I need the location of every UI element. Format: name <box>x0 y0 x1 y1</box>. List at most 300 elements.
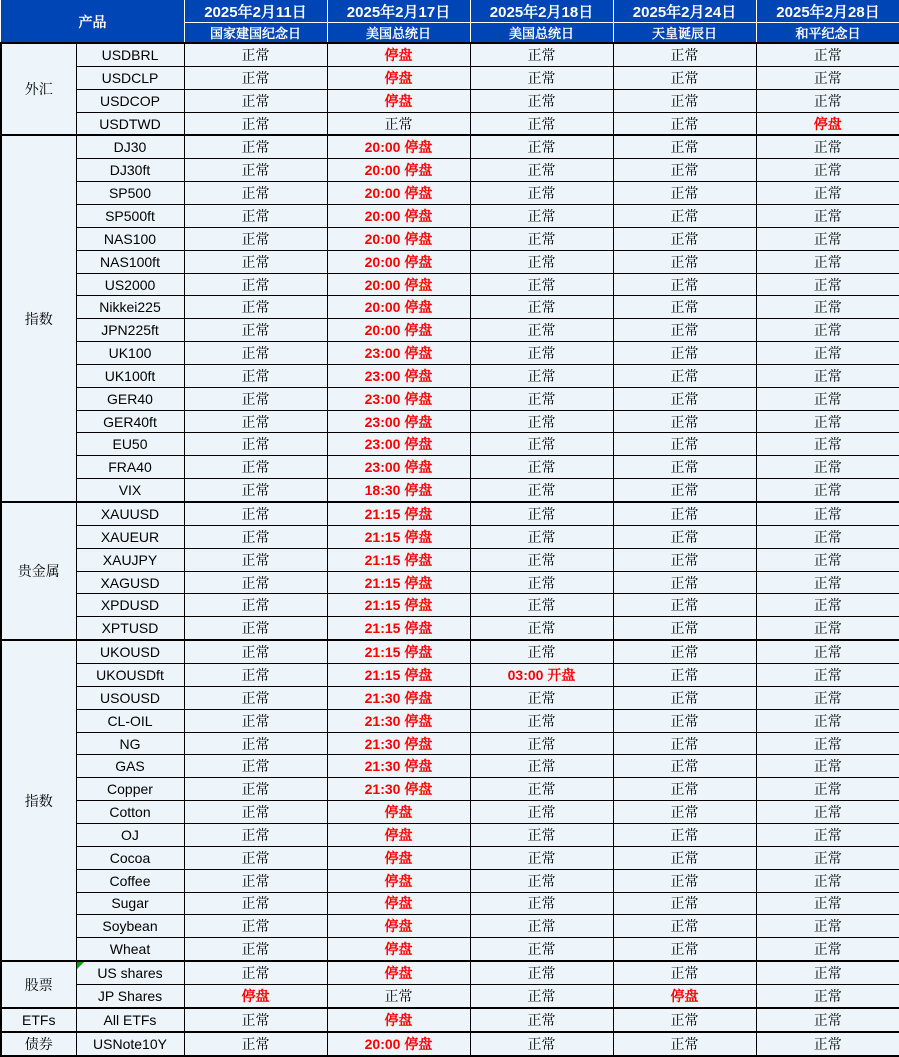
status-cell-normal: 正常 <box>184 548 327 571</box>
product-cell-xauusd: XAUUSD <box>76 502 184 525</box>
table-row <box>1 387 899 410</box>
status-cell-normal: 正常 <box>470 159 613 182</box>
status-cell-normal: 正常 <box>756 709 899 732</box>
status-cell-normal: 正常 <box>756 915 899 938</box>
status-cell-normal: 正常 <box>756 985 899 1008</box>
status-cell-suspended: 停盘 <box>327 801 470 824</box>
table-row <box>1 571 899 594</box>
status-cell-normal: 正常 <box>613 525 756 548</box>
status-cell-normal: 正常 <box>613 410 756 433</box>
status-cell-normal: 正常 <box>184 732 327 755</box>
status-cell-normal: 正常 <box>470 525 613 548</box>
group-cell-bonds: 债券 <box>1 1032 76 1056</box>
status-cell-normal: 正常 <box>184 43 327 66</box>
status-cell-normal: 正常 <box>613 89 756 112</box>
product-cell-sp500ft: SP500ft <box>76 205 184 228</box>
status-cell-suspended: 停盘 <box>327 915 470 938</box>
product-cell-usdclp: USDCLP <box>76 66 184 89</box>
table-row <box>1 640 899 663</box>
table-row <box>1 1032 899 1056</box>
status-cell-normal: 正常 <box>613 892 756 915</box>
product-cell-sugar: Sugar <box>76 892 184 915</box>
status-cell-normal: 正常 <box>613 159 756 182</box>
status-cell-normal: 正常 <box>470 640 613 663</box>
product-cell-nikkei225: Nikkei225 <box>76 296 184 319</box>
status-cell-normal: 正常 <box>756 319 899 342</box>
status-cell-normal: 正常 <box>470 801 613 824</box>
table-header <box>1 1 899 44</box>
status-cell-normal: 正常 <box>613 571 756 594</box>
product-cell-cl-oil: CL-OIL <box>76 709 184 732</box>
status-cell-normal: 正常 <box>470 410 613 433</box>
status-cell-normal: 正常 <box>184 135 327 158</box>
product-cell-coffee: Coffee <box>76 869 184 892</box>
product-cell-jp-shares: JP Shares <box>76 985 184 1008</box>
status-cell-normal: 正常 <box>756 227 899 250</box>
status-cell-normal: 正常 <box>613 182 756 205</box>
status-cell-suspended: 03:00 开盘 <box>470 664 613 687</box>
status-cell-normal: 正常 <box>613 387 756 410</box>
group-cell-indices-1: 指数 <box>1 135 76 502</box>
product-column-header: 产品 <box>1 1 184 44</box>
status-cell-normal: 正常 <box>756 846 899 869</box>
status-cell-normal: 正常 <box>184 892 327 915</box>
status-cell-normal: 正常 <box>184 594 327 617</box>
status-cell-normal: 正常 <box>470 846 613 869</box>
product-cell-ukousd: UKOUSD <box>76 640 184 663</box>
product-cell-uk100ft: UK100ft <box>76 364 184 387</box>
table-row <box>1 824 899 847</box>
status-cell-suspended: 停盘 <box>327 89 470 112</box>
status-cell-normal: 正常 <box>756 296 899 319</box>
table-row <box>1 135 899 158</box>
status-cell-normal: 正常 <box>613 824 756 847</box>
status-cell-normal: 正常 <box>470 342 613 365</box>
status-cell-suspended: 18:30 停盘 <box>327 479 470 502</box>
table-row <box>1 319 899 342</box>
status-cell-suspended: 20:00 停盘 <box>327 227 470 250</box>
table-row <box>1 869 899 892</box>
status-cell-normal: 正常 <box>613 319 756 342</box>
status-cell-normal: 正常 <box>613 250 756 273</box>
table-row <box>1 89 899 112</box>
table-row <box>1 66 899 89</box>
status-cell-normal: 正常 <box>470 915 613 938</box>
status-cell-suspended: 停盘 <box>327 43 470 66</box>
status-cell-normal: 正常 <box>613 43 756 66</box>
status-cell-normal: 正常 <box>756 502 899 525</box>
table-row <box>1 664 899 687</box>
status-cell-normal: 正常 <box>184 686 327 709</box>
table-row <box>1 159 899 182</box>
status-cell-normal: 正常 <box>184 410 327 433</box>
product-cell-ukousdft: UKOUSDft <box>76 664 184 687</box>
status-cell-normal: 正常 <box>756 479 899 502</box>
product-cell-usousd: USOUSD <box>76 686 184 709</box>
table-row <box>1 594 899 617</box>
status-cell-normal: 正常 <box>756 387 899 410</box>
status-cell-normal: 正常 <box>470 985 613 1008</box>
date-header-3: 2025年2月24日 <box>613 1 756 23</box>
table-row <box>1 938 899 961</box>
product-cell-nas100ft: NAS100ft <box>76 250 184 273</box>
status-cell-normal: 正常 <box>613 961 756 984</box>
status-cell-normal: 正常 <box>184 709 327 732</box>
status-cell-suspended: 停盘 <box>327 892 470 915</box>
product-cell-jpn225ft: JPN225ft <box>76 319 184 342</box>
status-cell-normal: 正常 <box>613 135 756 158</box>
table-row <box>1 755 899 778</box>
status-cell-normal: 正常 <box>470 66 613 89</box>
group-cell-indices-2: 指数 <box>1 640 76 961</box>
status-cell-normal: 正常 <box>470 961 613 984</box>
status-cell-normal: 正常 <box>756 892 899 915</box>
status-cell-normal: 正常 <box>470 319 613 342</box>
status-cell-suspended: 停盘 <box>756 112 899 135</box>
table-row <box>1 892 899 915</box>
product-cell-dj30ft: DJ30ft <box>76 159 184 182</box>
status-cell-normal: 正常 <box>756 961 899 984</box>
status-cell-normal: 正常 <box>470 479 613 502</box>
status-cell-normal: 正常 <box>756 43 899 66</box>
product-cell-cotton: Cotton <box>76 801 184 824</box>
status-cell-normal: 正常 <box>756 342 899 365</box>
status-cell-normal: 正常 <box>756 135 899 158</box>
status-cell-normal: 正常 <box>470 364 613 387</box>
product-cell-soybean: Soybean <box>76 915 184 938</box>
status-cell-normal: 正常 <box>613 617 756 640</box>
table-row <box>1 364 899 387</box>
table-row <box>1 227 899 250</box>
status-cell-suspended: 20:00 停盘 <box>327 250 470 273</box>
product-cell-dj30: DJ30 <box>76 135 184 158</box>
status-cell-normal: 正常 <box>327 112 470 135</box>
status-cell-normal: 正常 <box>184 938 327 961</box>
status-cell-normal: 正常 <box>184 571 327 594</box>
status-cell-normal: 正常 <box>613 594 756 617</box>
status-cell-normal: 正常 <box>613 205 756 228</box>
status-cell-normal: 正常 <box>756 364 899 387</box>
product-cell-oj: OJ <box>76 824 184 847</box>
table-row <box>1 479 899 502</box>
status-cell-normal: 正常 <box>184 869 327 892</box>
status-cell-suspended: 21:15 停盘 <box>327 571 470 594</box>
table-row <box>1 732 899 755</box>
status-cell-suspended: 21:30 停盘 <box>327 778 470 801</box>
status-cell-normal: 正常 <box>470 456 613 479</box>
status-cell-suspended: 停盘 <box>327 66 470 89</box>
table-row <box>1 1008 899 1032</box>
status-cell-normal: 正常 <box>470 1032 613 1056</box>
status-cell-suspended: 23:00 停盘 <box>327 342 470 365</box>
status-cell-normal: 正常 <box>184 159 327 182</box>
status-cell-normal: 正常 <box>756 732 899 755</box>
status-cell-suspended: 21:15 停盘 <box>327 664 470 687</box>
status-cell-normal: 正常 <box>470 548 613 571</box>
status-cell-normal: 正常 <box>613 502 756 525</box>
status-cell-normal: 正常 <box>184 273 327 296</box>
holiday-header-2: 美国总统日 <box>470 23 613 44</box>
table-row <box>1 709 899 732</box>
status-cell-normal: 正常 <box>184 778 327 801</box>
table-row <box>1 250 899 273</box>
product-cell-copper: Copper <box>76 778 184 801</box>
product-cell-us2000: US2000 <box>76 273 184 296</box>
group-cell-precious-metals: 贵金属 <box>1 502 76 640</box>
product-cell-fra40: FRA40 <box>76 456 184 479</box>
status-cell-normal: 正常 <box>470 938 613 961</box>
status-cell-normal: 正常 <box>184 617 327 640</box>
status-cell-suspended: 23:00 停盘 <box>327 456 470 479</box>
date-header-row <box>1 1 899 23</box>
status-cell-normal: 正常 <box>756 824 899 847</box>
holiday-header-0: 国家建国纪念日 <box>184 23 327 44</box>
status-cell-suspended: 停盘 <box>184 985 327 1008</box>
status-cell-suspended: 21:30 停盘 <box>327 709 470 732</box>
status-cell-suspended: 21:15 停盘 <box>327 525 470 548</box>
status-cell-normal: 正常 <box>184 801 327 824</box>
status-cell-normal: 正常 <box>184 1008 327 1032</box>
status-cell-normal: 正常 <box>470 869 613 892</box>
status-cell-normal: 正常 <box>613 709 756 732</box>
product-cell-wheat: Wheat <box>76 938 184 961</box>
status-cell-normal: 正常 <box>613 801 756 824</box>
table-row <box>1 182 899 205</box>
status-cell-suspended: 21:15 停盘 <box>327 502 470 525</box>
status-cell-normal: 正常 <box>756 571 899 594</box>
status-cell-normal: 正常 <box>470 135 613 158</box>
table-row <box>1 502 899 525</box>
product-cell-cocoa: Cocoa <box>76 846 184 869</box>
status-cell-normal: 正常 <box>470 617 613 640</box>
product-cell-ger40ft: GER40ft <box>76 410 184 433</box>
product-cell-uk100: UK100 <box>76 342 184 365</box>
status-cell-normal: 正常 <box>470 571 613 594</box>
status-cell-normal: 正常 <box>470 709 613 732</box>
status-cell-normal: 正常 <box>184 640 327 663</box>
status-cell-suspended: 21:30 停盘 <box>327 732 470 755</box>
status-cell-normal: 正常 <box>613 778 756 801</box>
status-cell-normal: 正常 <box>184 112 327 135</box>
status-cell-normal: 正常 <box>613 342 756 365</box>
product-cell-eu50: EU50 <box>76 433 184 456</box>
holiday-header-1: 美国总统日 <box>327 23 470 44</box>
table-row <box>1 617 899 640</box>
table-row <box>1 961 899 984</box>
status-cell-normal: 正常 <box>470 227 613 250</box>
status-cell-normal: 正常 <box>613 915 756 938</box>
status-cell-suspended: 21:15 停盘 <box>327 548 470 571</box>
status-cell-normal: 正常 <box>470 205 613 228</box>
status-cell-normal: 正常 <box>470 594 613 617</box>
group-cell-stocks: 股票 <box>1 961 76 1008</box>
table-row <box>1 433 899 456</box>
status-cell-normal: 正常 <box>613 456 756 479</box>
status-cell-normal: 正常 <box>756 1008 899 1032</box>
status-cell-normal: 正常 <box>613 846 756 869</box>
status-cell-normal: 正常 <box>184 205 327 228</box>
status-cell-normal: 正常 <box>756 640 899 663</box>
status-cell-suspended: 20:00 停盘 <box>327 273 470 296</box>
status-cell-normal: 正常 <box>756 159 899 182</box>
status-cell-suspended: 停盘 <box>327 938 470 961</box>
status-cell-normal: 正常 <box>470 43 613 66</box>
status-cell-normal: 正常 <box>613 227 756 250</box>
status-cell-normal: 正常 <box>613 273 756 296</box>
status-cell-normal: 正常 <box>184 66 327 89</box>
product-cell-xpdusd: XPDUSD <box>76 594 184 617</box>
status-cell-normal: 正常 <box>613 640 756 663</box>
status-cell-normal: 正常 <box>470 824 613 847</box>
status-cell-normal: 正常 <box>613 755 756 778</box>
product-cell-vix: VIX <box>76 479 184 502</box>
status-cell-suspended: 停盘 <box>327 869 470 892</box>
status-cell-suspended: 21:15 停盘 <box>327 640 470 663</box>
status-cell-normal: 正常 <box>184 296 327 319</box>
table-row <box>1 846 899 869</box>
status-cell-normal: 正常 <box>470 433 613 456</box>
status-cell-normal: 正常 <box>613 1008 756 1032</box>
status-cell-normal: 正常 <box>756 686 899 709</box>
table-row <box>1 778 899 801</box>
product-cell-usdbrl: USDBRL <box>76 43 184 66</box>
status-cell-normal: 正常 <box>613 112 756 135</box>
status-cell-normal: 正常 <box>613 686 756 709</box>
status-cell-normal: 正常 <box>184 319 327 342</box>
status-cell-normal: 正常 <box>756 664 899 687</box>
green-triangle-icon <box>77 962 84 969</box>
status-cell-suspended: 20:00 停盘 <box>327 1032 470 1056</box>
status-cell-normal: 正常 <box>327 985 470 1008</box>
product-cell-usdtwd: USDTWD <box>76 112 184 135</box>
group-cell-etfs: ETFs <box>1 1008 76 1032</box>
table-row <box>1 801 899 824</box>
table-row <box>1 456 899 479</box>
table-row <box>1 410 899 433</box>
holiday-header-3: 天皇诞辰日 <box>613 23 756 44</box>
status-cell-normal: 正常 <box>470 755 613 778</box>
product-cell-xagusd: XAGUSD <box>76 571 184 594</box>
table-row <box>1 525 899 548</box>
status-cell-normal: 正常 <box>470 892 613 915</box>
product-cell-us-shares: US shares <box>76 961 184 984</box>
table-body <box>1 43 899 1056</box>
status-cell-normal: 正常 <box>184 664 327 687</box>
product-cell-xaueur: XAUEUR <box>76 525 184 548</box>
table-row <box>1 342 899 365</box>
status-cell-normal: 正常 <box>756 273 899 296</box>
status-cell-normal: 正常 <box>613 938 756 961</box>
group-cell-forex: 外汇 <box>1 43 76 135</box>
status-cell-normal: 正常 <box>184 846 327 869</box>
status-cell-suspended: 21:15 停盘 <box>327 617 470 640</box>
status-cell-normal: 正常 <box>470 273 613 296</box>
status-cell-suspended: 20:00 停盘 <box>327 159 470 182</box>
status-cell-suspended: 23:00 停盘 <box>327 387 470 410</box>
status-cell-normal: 正常 <box>756 89 899 112</box>
table-row <box>1 548 899 571</box>
status-cell-normal: 正常 <box>470 1008 613 1032</box>
status-cell-normal: 正常 <box>470 387 613 410</box>
status-cell-normal: 正常 <box>470 89 613 112</box>
status-cell-normal: 正常 <box>184 250 327 273</box>
status-cell-normal: 正常 <box>470 112 613 135</box>
status-cell-suspended: 20:00 停盘 <box>327 205 470 228</box>
status-cell-normal: 正常 <box>613 869 756 892</box>
status-cell-suspended: 20:00 停盘 <box>327 135 470 158</box>
status-cell-normal: 正常 <box>184 387 327 410</box>
table-row <box>1 296 899 319</box>
status-cell-normal: 正常 <box>756 548 899 571</box>
status-cell-normal: 正常 <box>613 66 756 89</box>
status-cell-normal: 正常 <box>756 617 899 640</box>
date-header-2: 2025年2月18日 <box>470 1 613 23</box>
status-cell-normal: 正常 <box>184 525 327 548</box>
status-cell-normal: 正常 <box>613 296 756 319</box>
status-cell-normal: 正常 <box>470 686 613 709</box>
product-cell-all-etfs: All ETFs <box>76 1008 184 1032</box>
status-cell-normal: 正常 <box>756 182 899 205</box>
table-row <box>1 273 899 296</box>
status-cell-normal: 正常 <box>756 869 899 892</box>
status-cell-suspended: 停盘 <box>613 985 756 1008</box>
status-cell-normal: 正常 <box>756 433 899 456</box>
product-cell-xptusd: XPTUSD <box>76 617 184 640</box>
status-cell-normal: 正常 <box>184 915 327 938</box>
status-cell-suspended: 21:15 停盘 <box>327 594 470 617</box>
table-row <box>1 43 899 66</box>
status-cell-normal: 正常 <box>184 456 327 479</box>
status-cell-suspended: 20:00 停盘 <box>327 319 470 342</box>
status-cell-normal: 正常 <box>470 296 613 319</box>
date-header-1: 2025年2月17日 <box>327 1 470 23</box>
status-cell-normal: 正常 <box>470 502 613 525</box>
status-cell-normal: 正常 <box>756 250 899 273</box>
status-cell-normal: 正常 <box>184 364 327 387</box>
status-cell-normal: 正常 <box>184 961 327 984</box>
status-cell-normal: 正常 <box>613 1032 756 1056</box>
status-cell-normal: 正常 <box>613 664 756 687</box>
status-cell-suspended: 停盘 <box>327 846 470 869</box>
status-cell-suspended: 21:30 停盘 <box>327 755 470 778</box>
status-cell-normal: 正常 <box>613 479 756 502</box>
status-cell-suspended: 23:00 停盘 <box>327 433 470 456</box>
status-cell-normal: 正常 <box>184 227 327 250</box>
status-cell-normal: 正常 <box>756 456 899 479</box>
status-cell-normal: 正常 <box>470 250 613 273</box>
table-row <box>1 205 899 228</box>
status-cell-normal: 正常 <box>184 824 327 847</box>
status-cell-normal: 正常 <box>184 342 327 365</box>
product-cell-usdcop: USDCOP <box>76 89 184 112</box>
status-cell-normal: 正常 <box>470 182 613 205</box>
status-cell-suspended: 停盘 <box>327 961 470 984</box>
status-cell-normal: 正常 <box>613 364 756 387</box>
table-row <box>1 985 899 1008</box>
status-cell-normal: 正常 <box>184 433 327 456</box>
table-row <box>1 686 899 709</box>
status-cell-normal: 正常 <box>184 479 327 502</box>
status-cell-suspended: 21:30 停盘 <box>327 686 470 709</box>
status-cell-suspended: 23:00 停盘 <box>327 364 470 387</box>
status-cell-normal: 正常 <box>184 89 327 112</box>
status-cell-suspended: 停盘 <box>327 1008 470 1032</box>
status-cell-normal: 正常 <box>756 205 899 228</box>
product-cell-xaujpy: XAUJPY <box>76 548 184 571</box>
product-cell-ger40: GER40 <box>76 387 184 410</box>
status-cell-normal: 正常 <box>756 755 899 778</box>
status-cell-normal: 正常 <box>184 755 327 778</box>
